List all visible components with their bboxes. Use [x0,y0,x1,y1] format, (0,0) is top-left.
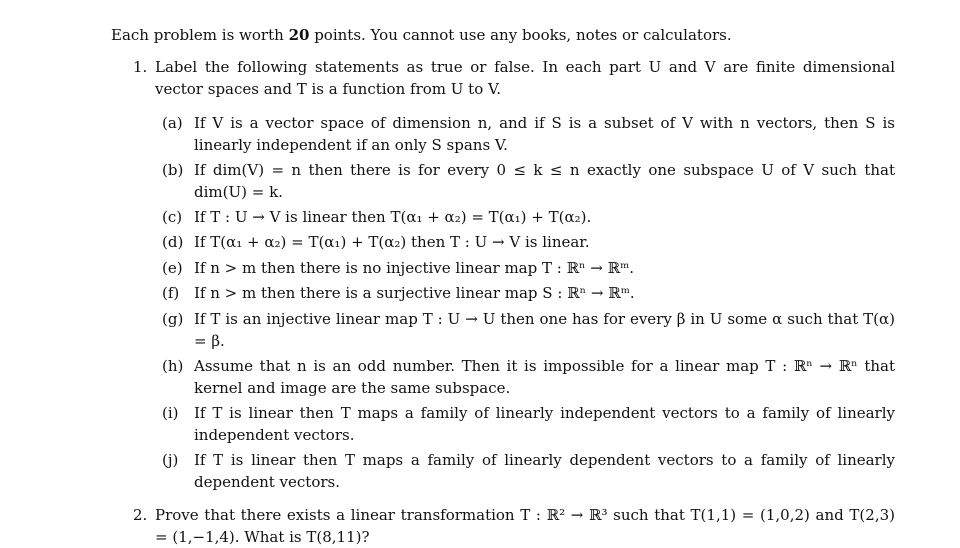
item-j [162,449,895,493]
item-text: If T(α₁ + α₂) = T(α₁) + T(α₂) then T : U → V is linear. [194,233,590,251]
item-label: (d) [162,233,184,251]
item-label: (h) [162,357,184,375]
item-b [162,159,895,203]
problem-text: Label the following statements as true or false. In each part U and V are finite dimensional vector spaces and T is a function from U to V. [155,58,895,98]
item-e [162,257,895,279]
points-value: 20 [288,26,310,44]
item-label: (j) [162,451,179,469]
item-f [162,282,895,304]
problem-2 [133,504,895,548]
item-text: If T is linear then T maps a family of linearly dependent vectors to a family of linearly dependent vectors. [194,451,895,491]
item-text: If V is a vector space of dimension n, and if S is a subset of V with n vectors, then S is linearly independent if an only S spans V. [194,114,895,154]
item-g [162,308,895,352]
item-text: If dim(V) = n then there is for every 0 ≤ k ≤ n exactly one subspace U of V such that dim(U) = k. [194,161,895,201]
item-label: (e) [162,259,183,277]
problem-1 [133,56,895,100]
item-text: If T : U → V is linear then T(α₁ + α₂) = T(α₁) + T(α₂). [194,208,592,226]
item-text: Assume that n is an odd number. Then it is impossible for a linear map T : ℝⁿ → ℝⁿ that kernel and image are the same subspace. [194,357,895,397]
item-text: If n > m then there is a surjective linear map S : ℝⁿ → ℝᵐ. [194,284,635,302]
item-text: If n > m then there is no injective linear map T : ℝⁿ → ℝᵐ. [194,259,635,277]
item-label: (i) [162,404,179,422]
item-d [162,231,895,253]
problem-text: Prove that there exists a linear transformation T : ℝ² → ℝ³ such that T(1,1) = (1,0,2) and T(2,3) = (1,−1,4). What is T(8,11)? [155,506,895,546]
item-h [162,355,895,399]
item-label: (f) [162,284,180,302]
item-label: (g) [162,310,184,328]
item-c [162,206,895,228]
item-label: (b) [162,161,184,179]
problem-number: 2. [133,506,148,524]
intro-after: points. You cannot use any books, notes or calculators. [309,26,732,44]
item-label: (a) [162,114,183,132]
item-text: If T is an injective linear map T : U → U then one has for every β in U some α such that T(α) = β. [194,310,895,350]
intro-before: Each problem is worth [111,26,289,44]
item-label: (c) [162,208,183,226]
item-a [162,112,895,156]
item-text: If T is linear then T maps a family of linearly independent vectors to a family of linearly independent vectors. [194,404,895,444]
problem-number: 1. [133,58,148,76]
intro-line [111,24,732,46]
item-i [162,402,895,446]
